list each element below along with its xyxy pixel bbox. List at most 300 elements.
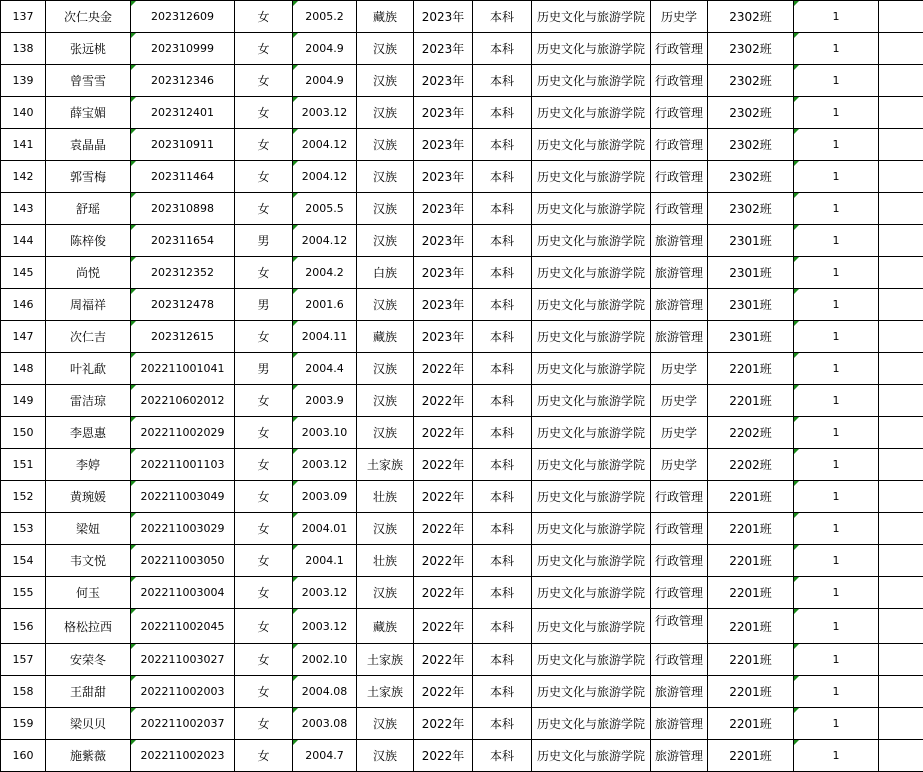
gender-cell[interactable]: 女: [235, 676, 293, 708]
degree-cell[interactable]: 本科: [473, 577, 532, 609]
college-cell[interactable]: 历史文化与旅游学院: [532, 545, 651, 577]
enrollment-year-cell[interactable]: 2022年: [414, 513, 473, 545]
gender-cell[interactable]: 女: [235, 644, 293, 676]
college-cell[interactable]: 历史文化与旅游学院: [532, 129, 651, 161]
row-number[interactable]: 151: [1, 449, 46, 481]
gender-cell[interactable]: 女: [235, 513, 293, 545]
count-cell[interactable]: 1: [794, 385, 879, 417]
row-number[interactable]: 154: [1, 545, 46, 577]
count-cell[interactable]: 1: [794, 33, 879, 65]
row-number[interactable]: 158: [1, 676, 46, 708]
empty-cell[interactable]: [879, 481, 923, 513]
name-cell[interactable]: 郭雪梅: [46, 161, 131, 193]
count-cell[interactable]: 1: [794, 289, 879, 321]
name-cell[interactable]: 次仁吉: [46, 321, 131, 353]
ethnicity-cell[interactable]: 汉族: [357, 65, 414, 97]
college-cell[interactable]: 历史文化与旅游学院: [532, 321, 651, 353]
count-cell[interactable]: 1: [794, 449, 879, 481]
enrollment-year-cell[interactable]: 2022年: [414, 449, 473, 481]
enrollment-year-cell[interactable]: 2022年: [414, 740, 473, 772]
row-number[interactable]: 152: [1, 481, 46, 513]
student-id-cell[interactable]: 202211001041: [131, 353, 235, 385]
student-id-cell[interactable]: 202311654: [131, 225, 235, 257]
college-cell[interactable]: 历史文化与旅游学院: [532, 353, 651, 385]
college-cell[interactable]: 历史文化与旅游学院: [532, 481, 651, 513]
class-cell[interactable]: 2302班: [708, 1, 794, 33]
degree-cell[interactable]: 本科: [473, 129, 532, 161]
gender-cell[interactable]: 女: [235, 385, 293, 417]
major-cell[interactable]: 行政管理: [651, 129, 708, 161]
birth-date-cell[interactable]: 2003.12: [293, 449, 357, 481]
row-number[interactable]: 148: [1, 353, 46, 385]
student-id-cell[interactable]: 202211003004: [131, 577, 235, 609]
count-cell[interactable]: 1: [794, 193, 879, 225]
major-cell[interactable]: 行政管理: [651, 97, 708, 129]
row-number[interactable]: 147: [1, 321, 46, 353]
count-cell[interactable]: 1: [794, 708, 879, 740]
gender-cell[interactable]: 女: [235, 609, 293, 644]
major-cell[interactable]: 旅游管理: [651, 225, 708, 257]
empty-cell[interactable]: [879, 708, 923, 740]
row-number[interactable]: 137: [1, 1, 46, 33]
major-cell[interactable]: 行政管理: [651, 161, 708, 193]
name-cell[interactable]: 韦文悦: [46, 545, 131, 577]
birth-date-cell[interactable]: 2004.7: [293, 740, 357, 772]
ethnicity-cell[interactable]: 汉族: [357, 740, 414, 772]
count-cell[interactable]: 1: [794, 225, 879, 257]
name-cell[interactable]: 尚悦: [46, 257, 131, 289]
enrollment-year-cell[interactable]: 2022年: [414, 353, 473, 385]
name-cell[interactable]: 格松拉西: [46, 609, 131, 644]
count-cell[interactable]: 1: [794, 65, 879, 97]
name-cell[interactable]: 梁贝贝: [46, 708, 131, 740]
class-cell[interactable]: 2202班: [708, 449, 794, 481]
degree-cell[interactable]: 本科: [473, 708, 532, 740]
birth-date-cell[interactable]: 2004.9: [293, 65, 357, 97]
enrollment-year-cell[interactable]: 2022年: [414, 609, 473, 644]
college-cell[interactable]: 历史文化与旅游学院: [532, 609, 651, 644]
ethnicity-cell[interactable]: 汉族: [357, 193, 414, 225]
gender-cell[interactable]: 男: [235, 289, 293, 321]
major-cell[interactable]: 旅游管理: [651, 289, 708, 321]
degree-cell[interactable]: 本科: [473, 97, 532, 129]
college-cell[interactable]: 历史文化与旅游学院: [532, 225, 651, 257]
class-cell[interactable]: 2201班: [708, 644, 794, 676]
major-cell[interactable]: 历史学: [651, 1, 708, 33]
ethnicity-cell[interactable]: 土家族: [357, 676, 414, 708]
ethnicity-cell[interactable]: 汉族: [357, 129, 414, 161]
college-cell[interactable]: 历史文化与旅游学院: [532, 417, 651, 449]
name-cell[interactable]: 施紫薇: [46, 740, 131, 772]
college-cell[interactable]: 历史文化与旅游学院: [532, 644, 651, 676]
gender-cell[interactable]: 女: [235, 1, 293, 33]
major-cell[interactable]: 行政管理: [651, 193, 708, 225]
major-cell[interactable]: 历史学: [651, 353, 708, 385]
degree-cell[interactable]: 本科: [473, 321, 532, 353]
row-number[interactable]: 155: [1, 577, 46, 609]
degree-cell[interactable]: 本科: [473, 353, 532, 385]
enrollment-year-cell[interactable]: 2023年: [414, 129, 473, 161]
class-cell[interactable]: 2201班: [708, 708, 794, 740]
ethnicity-cell[interactable]: 汉族: [357, 225, 414, 257]
empty-cell[interactable]: [879, 676, 923, 708]
ethnicity-cell[interactable]: 壮族: [357, 545, 414, 577]
gender-cell[interactable]: 男: [235, 225, 293, 257]
row-number[interactable]: 142: [1, 161, 46, 193]
birth-date-cell[interactable]: 2004.12: [293, 225, 357, 257]
gender-cell[interactable]: 女: [235, 33, 293, 65]
major-cell[interactable]: 行政管理: [651, 65, 708, 97]
ethnicity-cell[interactable]: 汉族: [357, 33, 414, 65]
empty-cell[interactable]: [879, 385, 923, 417]
ethnicity-cell[interactable]: 汉族: [357, 289, 414, 321]
degree-cell[interactable]: 本科: [473, 65, 532, 97]
name-cell[interactable]: 王甜甜: [46, 676, 131, 708]
gender-cell[interactable]: 女: [235, 193, 293, 225]
college-cell[interactable]: 历史文化与旅游学院: [532, 740, 651, 772]
class-cell[interactable]: 2201班: [708, 481, 794, 513]
class-cell[interactable]: 2202班: [708, 417, 794, 449]
student-id-cell[interactable]: 202211002037: [131, 708, 235, 740]
gender-cell[interactable]: 女: [235, 321, 293, 353]
major-cell[interactable]: 旅游管理: [651, 257, 708, 289]
birth-date-cell[interactable]: 2004.9: [293, 33, 357, 65]
class-cell[interactable]: 2302班: [708, 193, 794, 225]
major-cell[interactable]: 行政管理: [651, 481, 708, 513]
student-id-cell[interactable]: 202310911: [131, 129, 235, 161]
major-cell[interactable]: 旅游管理: [651, 740, 708, 772]
college-cell[interactable]: 历史文化与旅游学院: [532, 65, 651, 97]
enrollment-year-cell[interactable]: 2023年: [414, 257, 473, 289]
student-id-cell[interactable]: 202211002023: [131, 740, 235, 772]
enrollment-year-cell[interactable]: 2022年: [414, 676, 473, 708]
degree-cell[interactable]: 本科: [473, 740, 532, 772]
class-cell[interactable]: 2201班: [708, 740, 794, 772]
major-cell[interactable]: 旅游管理: [651, 708, 708, 740]
major-cell[interactable]: 行政管理: [651, 513, 708, 545]
college-cell[interactable]: 历史文化与旅游学院: [532, 289, 651, 321]
degree-cell[interactable]: 本科: [473, 33, 532, 65]
empty-cell[interactable]: [879, 513, 923, 545]
gender-cell[interactable]: 女: [235, 129, 293, 161]
student-id-cell[interactable]: 202311464: [131, 161, 235, 193]
row-number[interactable]: 144: [1, 225, 46, 257]
ethnicity-cell[interactable]: 汉族: [357, 385, 414, 417]
gender-cell[interactable]: 女: [235, 417, 293, 449]
name-cell[interactable]: 李婷: [46, 449, 131, 481]
empty-cell[interactable]: [879, 129, 923, 161]
student-id-cell[interactable]: 202310898: [131, 193, 235, 225]
class-cell[interactable]: 2302班: [708, 33, 794, 65]
degree-cell[interactable]: 本科: [473, 545, 532, 577]
gender-cell[interactable]: 女: [235, 481, 293, 513]
student-id-cell[interactable]: 202312609: [131, 1, 235, 33]
count-cell[interactable]: 1: [794, 129, 879, 161]
class-cell[interactable]: 2201班: [708, 513, 794, 545]
birth-date-cell[interactable]: 2004.1: [293, 545, 357, 577]
student-id-cell[interactable]: 202210602012: [131, 385, 235, 417]
count-cell[interactable]: 1: [794, 1, 879, 33]
gender-cell[interactable]: 女: [235, 161, 293, 193]
empty-cell[interactable]: [879, 644, 923, 676]
enrollment-year-cell[interactable]: 2023年: [414, 65, 473, 97]
gender-cell[interactable]: 女: [235, 577, 293, 609]
birth-date-cell[interactable]: 2003.10: [293, 417, 357, 449]
college-cell[interactable]: 历史文化与旅游学院: [532, 513, 651, 545]
empty-cell[interactable]: [879, 321, 923, 353]
row-number[interactable]: 160: [1, 740, 46, 772]
major-cell[interactable]: 行政管理: [651, 33, 708, 65]
major-cell[interactable]: 旅游管理: [651, 676, 708, 708]
gender-cell[interactable]: 女: [235, 740, 293, 772]
major-cell[interactable]: 旅游管理: [651, 321, 708, 353]
major-cell[interactable]: 行政管理: [651, 577, 708, 609]
enrollment-year-cell[interactable]: 2022年: [414, 545, 473, 577]
empty-cell[interactable]: [879, 740, 923, 772]
row-number[interactable]: 157: [1, 644, 46, 676]
birth-date-cell[interactable]: 2005.2: [293, 1, 357, 33]
row-number[interactable]: 141: [1, 129, 46, 161]
name-cell[interactable]: 安荣冬: [46, 644, 131, 676]
major-cell[interactable]: 行政管理: [651, 644, 708, 676]
enrollment-year-cell[interactable]: 2023年: [414, 193, 473, 225]
class-cell[interactable]: 2201班: [708, 577, 794, 609]
class-cell[interactable]: 2201班: [708, 676, 794, 708]
student-id-cell[interactable]: 202211002003: [131, 676, 235, 708]
birth-date-cell[interactable]: 2002.10: [293, 644, 357, 676]
student-id-cell[interactable]: 202312478: [131, 289, 235, 321]
row-number[interactable]: 153: [1, 513, 46, 545]
row-number[interactable]: 145: [1, 257, 46, 289]
name-cell[interactable]: 曾雪雪: [46, 65, 131, 97]
class-cell[interactable]: 2201班: [708, 545, 794, 577]
birth-date-cell[interactable]: 2003.12: [293, 577, 357, 609]
ethnicity-cell[interactable]: 藏族: [357, 609, 414, 644]
name-cell[interactable]: 雷洁琼: [46, 385, 131, 417]
enrollment-year-cell[interactable]: 2023年: [414, 161, 473, 193]
name-cell[interactable]: 梁妞: [46, 513, 131, 545]
class-cell[interactable]: 2201班: [708, 353, 794, 385]
gender-cell[interactable]: 女: [235, 257, 293, 289]
enrollment-year-cell[interactable]: 2023年: [414, 321, 473, 353]
gender-cell[interactable]: 女: [235, 708, 293, 740]
college-cell[interactable]: 历史文化与旅游学院: [532, 33, 651, 65]
major-cell[interactable]: 行政管理: [651, 545, 708, 577]
degree-cell[interactable]: 本科: [473, 1, 532, 33]
name-cell[interactable]: 袁晶晶: [46, 129, 131, 161]
student-id-cell[interactable]: 202211002045: [131, 609, 235, 644]
name-cell[interactable]: 李恩惠: [46, 417, 131, 449]
birth-date-cell[interactable]: 2003.08: [293, 708, 357, 740]
ethnicity-cell[interactable]: 土家族: [357, 644, 414, 676]
ethnicity-cell[interactable]: 土家族: [357, 449, 414, 481]
row-number[interactable]: 146: [1, 289, 46, 321]
major-cell[interactable]: 行政管理: [651, 609, 708, 644]
major-cell[interactable]: 历史学: [651, 449, 708, 481]
enrollment-year-cell[interactable]: 2022年: [414, 577, 473, 609]
count-cell[interactable]: 1: [794, 417, 879, 449]
college-cell[interactable]: 历史文化与旅游学院: [532, 449, 651, 481]
count-cell[interactable]: 1: [794, 644, 879, 676]
count-cell[interactable]: 1: [794, 609, 879, 644]
birth-date-cell[interactable]: 2003.12: [293, 609, 357, 644]
student-id-cell[interactable]: 202312401: [131, 97, 235, 129]
student-id-cell[interactable]: 202312346: [131, 65, 235, 97]
class-cell[interactable]: 2302班: [708, 97, 794, 129]
class-cell[interactable]: 2201班: [708, 385, 794, 417]
count-cell[interactable]: 1: [794, 161, 879, 193]
ethnicity-cell[interactable]: 汉族: [357, 577, 414, 609]
birth-date-cell[interactable]: 2004.11: [293, 321, 357, 353]
degree-cell[interactable]: 本科: [473, 289, 532, 321]
empty-cell[interactable]: [879, 545, 923, 577]
empty-cell[interactable]: [879, 449, 923, 481]
degree-cell[interactable]: 本科: [473, 644, 532, 676]
row-number[interactable]: 156: [1, 609, 46, 644]
gender-cell[interactable]: 女: [235, 545, 293, 577]
empty-cell[interactable]: [879, 577, 923, 609]
count-cell[interactable]: 1: [794, 513, 879, 545]
degree-cell[interactable]: 本科: [473, 161, 532, 193]
enrollment-year-cell[interactable]: 2022年: [414, 417, 473, 449]
college-cell[interactable]: 历史文化与旅游学院: [532, 385, 651, 417]
gender-cell[interactable]: 女: [235, 65, 293, 97]
enrollment-year-cell[interactable]: 2023年: [414, 1, 473, 33]
ethnicity-cell[interactable]: 汉族: [357, 97, 414, 129]
college-cell[interactable]: 历史文化与旅游学院: [532, 708, 651, 740]
class-cell[interactable]: 2302班: [708, 129, 794, 161]
college-cell[interactable]: 历史文化与旅游学院: [532, 193, 651, 225]
degree-cell[interactable]: 本科: [473, 513, 532, 545]
name-cell[interactable]: 黄琬媛: [46, 481, 131, 513]
degree-cell[interactable]: 本科: [473, 676, 532, 708]
enrollment-year-cell[interactable]: 2023年: [414, 289, 473, 321]
empty-cell[interactable]: [879, 417, 923, 449]
row-number[interactable]: 150: [1, 417, 46, 449]
college-cell[interactable]: 历史文化与旅游学院: [532, 1, 651, 33]
empty-cell[interactable]: [879, 1, 923, 33]
college-cell[interactable]: 历史文化与旅游学院: [532, 676, 651, 708]
gender-cell[interactable]: 男: [235, 353, 293, 385]
class-cell[interactable]: 2302班: [708, 65, 794, 97]
student-id-cell[interactable]: 202310999: [131, 33, 235, 65]
major-cell[interactable]: 历史学: [651, 385, 708, 417]
ethnicity-cell[interactable]: 藏族: [357, 321, 414, 353]
enrollment-year-cell[interactable]: 2023年: [414, 33, 473, 65]
empty-cell[interactable]: [879, 257, 923, 289]
enrollment-year-cell[interactable]: 2022年: [414, 481, 473, 513]
degree-cell[interactable]: 本科: [473, 449, 532, 481]
college-cell[interactable]: 历史文化与旅游学院: [532, 161, 651, 193]
ethnicity-cell[interactable]: 藏族: [357, 1, 414, 33]
ethnicity-cell[interactable]: 汉族: [357, 161, 414, 193]
class-cell[interactable]: 2301班: [708, 289, 794, 321]
row-number[interactable]: 143: [1, 193, 46, 225]
degree-cell[interactable]: 本科: [473, 481, 532, 513]
count-cell[interactable]: 1: [794, 481, 879, 513]
class-cell[interactable]: 2301班: [708, 321, 794, 353]
name-cell[interactable]: 舒瑶: [46, 193, 131, 225]
student-id-cell[interactable]: 202211003049: [131, 481, 235, 513]
degree-cell[interactable]: 本科: [473, 193, 532, 225]
degree-cell[interactable]: 本科: [473, 225, 532, 257]
count-cell[interactable]: 1: [794, 321, 879, 353]
student-id-cell[interactable]: 202211003027: [131, 644, 235, 676]
count-cell[interactable]: 1: [794, 545, 879, 577]
birth-date-cell[interactable]: 2004.08: [293, 676, 357, 708]
college-cell[interactable]: 历史文化与旅游学院: [532, 577, 651, 609]
name-cell[interactable]: 张远桃: [46, 33, 131, 65]
birth-date-cell[interactable]: 2004.4: [293, 353, 357, 385]
class-cell[interactable]: 2301班: [708, 225, 794, 257]
college-cell[interactable]: 历史文化与旅游学院: [532, 97, 651, 129]
birth-date-cell[interactable]: 2003.9: [293, 385, 357, 417]
name-cell[interactable]: 叶礼歃: [46, 353, 131, 385]
birth-date-cell[interactable]: 2003.12: [293, 97, 357, 129]
ethnicity-cell[interactable]: 白族: [357, 257, 414, 289]
empty-cell[interactable]: [879, 193, 923, 225]
empty-cell[interactable]: [879, 33, 923, 65]
class-cell[interactable]: 2201班: [708, 609, 794, 644]
degree-cell[interactable]: 本科: [473, 417, 532, 449]
empty-cell[interactable]: [879, 289, 923, 321]
ethnicity-cell[interactable]: 壮族: [357, 481, 414, 513]
major-cell[interactable]: 历史学: [651, 417, 708, 449]
empty-cell[interactable]: [879, 353, 923, 385]
birth-date-cell[interactable]: 2004.2: [293, 257, 357, 289]
birth-date-cell[interactable]: 2001.6: [293, 289, 357, 321]
college-cell[interactable]: 历史文化与旅游学院: [532, 257, 651, 289]
birth-date-cell[interactable]: 2004.12: [293, 161, 357, 193]
count-cell[interactable]: 1: [794, 676, 879, 708]
empty-cell[interactable]: [879, 65, 923, 97]
enrollment-year-cell[interactable]: 2023年: [414, 225, 473, 257]
name-cell[interactable]: 薛宝媚: [46, 97, 131, 129]
birth-date-cell[interactable]: 2003.09: [293, 481, 357, 513]
empty-cell[interactable]: [879, 225, 923, 257]
gender-cell[interactable]: 女: [235, 97, 293, 129]
empty-cell[interactable]: [879, 609, 923, 644]
row-number[interactable]: 138: [1, 33, 46, 65]
count-cell[interactable]: 1: [794, 97, 879, 129]
count-cell[interactable]: 1: [794, 577, 879, 609]
ethnicity-cell[interactable]: 汉族: [357, 513, 414, 545]
count-cell[interactable]: 1: [794, 257, 879, 289]
student-id-cell[interactable]: 202312615: [131, 321, 235, 353]
student-id-cell[interactable]: 202211002029: [131, 417, 235, 449]
class-cell[interactable]: 2301班: [708, 257, 794, 289]
birth-date-cell[interactable]: 2004.12: [293, 129, 357, 161]
ethnicity-cell[interactable]: 汉族: [357, 353, 414, 385]
name-cell[interactable]: 次仁央金: [46, 1, 131, 33]
row-number[interactable]: 159: [1, 708, 46, 740]
name-cell[interactable]: 周福祥: [46, 289, 131, 321]
student-id-cell[interactable]: 202312352: [131, 257, 235, 289]
ethnicity-cell[interactable]: 汉族: [357, 417, 414, 449]
ethnicity-cell[interactable]: 汉族: [357, 708, 414, 740]
degree-cell[interactable]: 本科: [473, 609, 532, 644]
student-id-cell[interactable]: 202211003029: [131, 513, 235, 545]
row-number[interactable]: 149: [1, 385, 46, 417]
student-id-cell[interactable]: 202211003050: [131, 545, 235, 577]
enrollment-year-cell[interactable]: 2022年: [414, 385, 473, 417]
enrollment-year-cell[interactable]: 2022年: [414, 708, 473, 740]
name-cell[interactable]: 何玉: [46, 577, 131, 609]
degree-cell[interactable]: 本科: [473, 385, 532, 417]
birth-date-cell[interactable]: 2005.5: [293, 193, 357, 225]
count-cell[interactable]: 1: [794, 353, 879, 385]
row-number[interactable]: 140: [1, 97, 46, 129]
